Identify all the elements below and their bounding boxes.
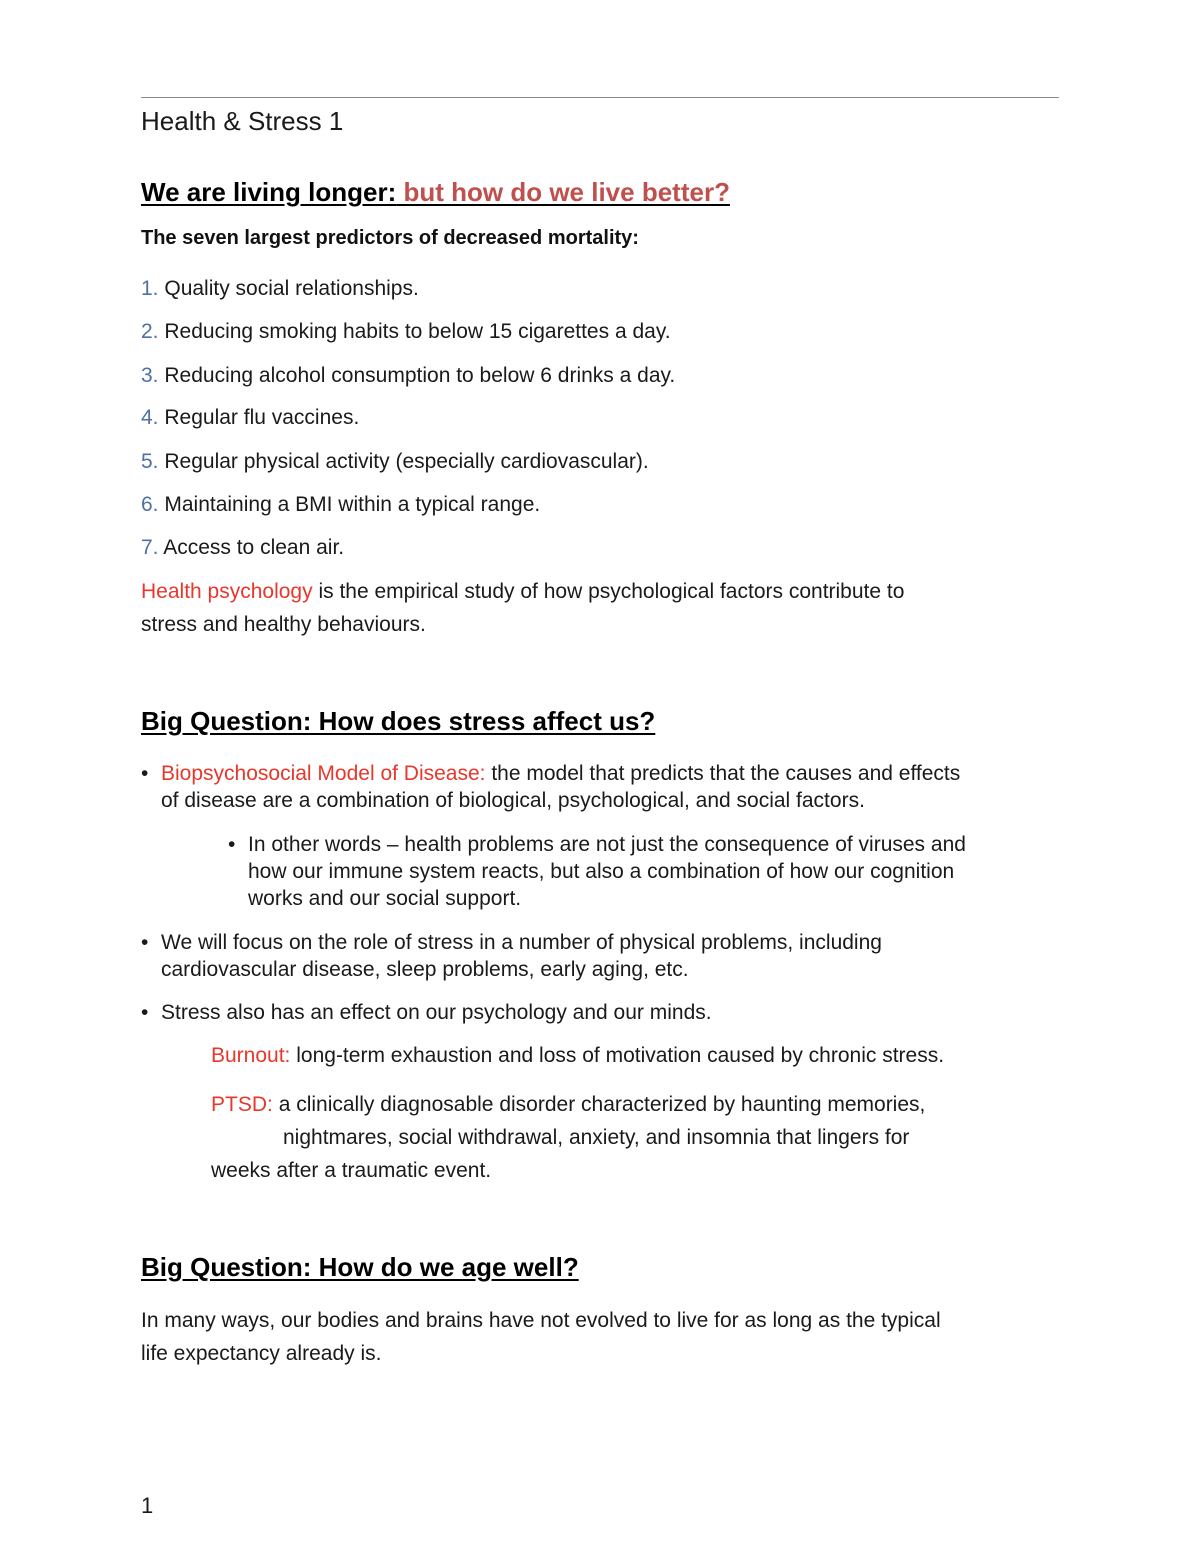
list-item	[141, 406, 359, 430]
document-title: Health & Stress 1	[141, 106, 344, 136]
bullet-biopsychosocial	[141, 760, 1071, 814]
bullet-line-2: of disease are a combination of biological, psychological, and social factors.	[161, 789, 865, 812]
aging-line-1: In many ways, our bodies and brains have not evolved to live for as long as the typical	[141, 1309, 941, 1332]
heading-main-text: We are living longer:	[141, 177, 397, 207]
section-heading-living-longer	[141, 177, 730, 208]
ptsd-line-2: nightmares, social withdrawal, anxiety, and insomnia that lingers for	[283, 1126, 910, 1149]
bullet-line-2: cardiovascular disease, sleep problems, early aging, etc.	[161, 958, 689, 981]
sub-bullet-in-other-words	[228, 831, 1078, 912]
health-psychology-definition	[141, 575, 1061, 641]
list-item-number: 5.	[141, 450, 159, 473]
list-item-text: Reducing smoking habits to below 15 cigarettes a day.	[164, 320, 671, 343]
list-item-text: Maintaining a BMI within a typical range.	[164, 493, 541, 516]
list-item-number: 6.	[141, 493, 159, 516]
section-heading-stress: Big Question: How does stress affect us?	[141, 706, 656, 736]
list-item-text: Regular flu vaccines.	[164, 406, 360, 429]
definition-term: Health psychology	[141, 580, 313, 603]
list-item	[141, 450, 649, 474]
bullet-term: Biopsychosocial Model of Disease:	[161, 762, 486, 785]
aging-paragraph	[141, 1304, 1081, 1370]
ptsd-line-3: weeks after a traumatic event.	[211, 1159, 492, 1182]
burnout-term: Burnout:	[211, 1044, 291, 1067]
burnout-definition	[211, 1042, 1091, 1069]
bullet-text: Stress also has an effect on our psychology and our minds.	[161, 1001, 712, 1024]
list-item-number: 7.	[141, 536, 159, 559]
ptsd-line-1: a clinically diagnosable disorder characterized by haunting memories,	[278, 1093, 926, 1116]
list-item	[141, 364, 675, 388]
list-item-text: Access to clean air.	[163, 536, 345, 559]
list-item	[141, 320, 671, 344]
definition-line-1: is the empirical study of how psychological factors contribute to	[318, 580, 905, 603]
burnout-text: long-term exhaustion and loss of motivation caused by chronic stress.	[296, 1044, 945, 1067]
definition-line-2: stress and healthy behaviours.	[141, 613, 426, 636]
list-item	[141, 536, 344, 560]
aging-line-2: life expectancy already is.	[141, 1342, 382, 1365]
ptsd-term: PTSD:	[211, 1093, 273, 1116]
sub-bullet-line-1: In other words – health problems are not just the consequence of viruses and	[248, 833, 966, 856]
section-heading-aging: Big Question: How do we age well?	[141, 1252, 579, 1282]
bullet-line-1: the model that predicts that the causes and effects	[491, 762, 961, 785]
page-number: 1	[141, 1493, 154, 1518]
list-item-text: Quality social relationships.	[164, 277, 419, 300]
ptsd-definition	[211, 1088, 1091, 1187]
list-item-number: 3.	[141, 364, 159, 387]
list-item-number: 4.	[141, 406, 159, 429]
bullet-dot-icon: •	[228, 833, 236, 856]
sub-bullet-line-3: works and our social support.	[248, 887, 522, 910]
list-item-text: Regular physical activity (especially cardiovascular).	[164, 450, 649, 473]
list-item-number: 1.	[141, 277, 159, 300]
list-item-text: Reducing alcohol consumption to below 6 drinks a day.	[164, 364, 676, 387]
bullet-line-1: We will focus on the role of stress in a number of physical problems, including	[161, 931, 882, 954]
bullet-dot-icon: •	[141, 762, 149, 785]
list-item-number: 2.	[141, 320, 159, 343]
list-item	[141, 277, 419, 301]
heading-accent-text: but how do we live better?	[403, 177, 730, 207]
bullet-psychology	[141, 999, 1071, 1026]
bullet-dot-icon: •	[141, 931, 149, 954]
header-rule	[141, 97, 1059, 98]
list-item	[141, 493, 540, 517]
bullet-physical-problems	[141, 929, 1071, 983]
sub-bullet-line-2: how our immune system reacts, but also a combination of how our cognition	[248, 860, 955, 883]
bullet-dot-icon: •	[141, 1001, 149, 1024]
predictors-subheading: The seven largest predictors of decreased mortality:	[141, 227, 639, 249]
